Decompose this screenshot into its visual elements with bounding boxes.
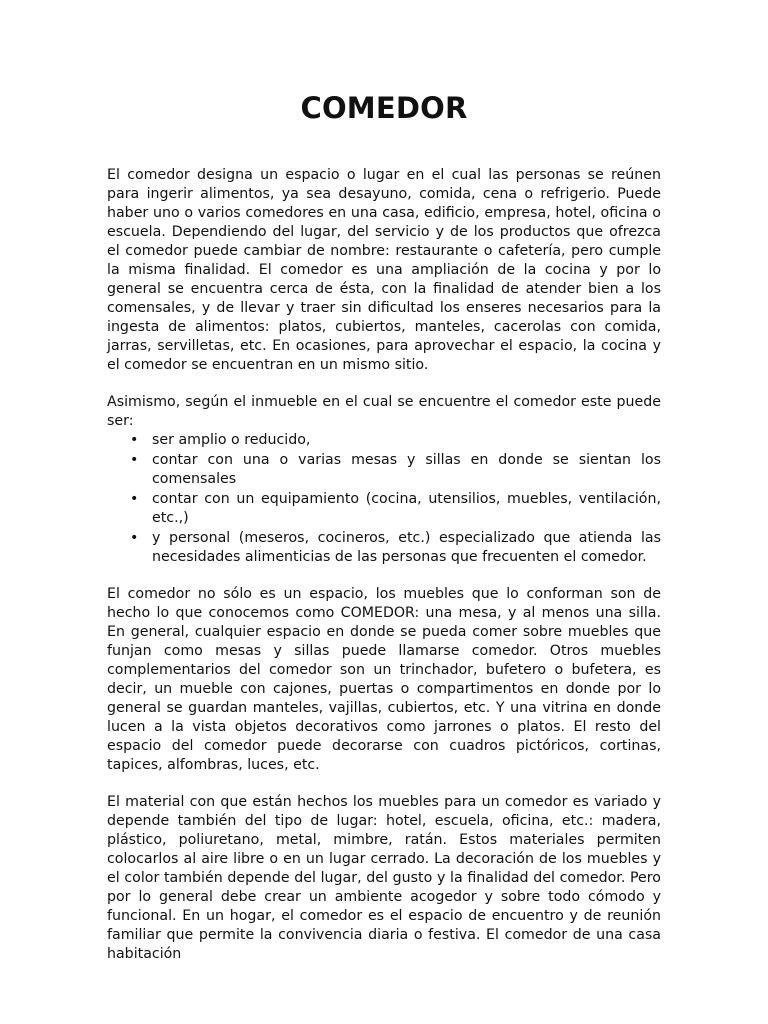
document-page xyxy=(107,88,661,964)
paragraph-materials: El material con que están hechos los muebles para un comedor es variado y depende también del tipo de lugar: hotel, escuela, oficina, etc.: madera, plástico, poliuretano, metal, mimbre, ratán. Estos materiales permiten colocarlos al aire libre o en un lugar cerrado. La decoración de los muebles y el color también depende del lugar, del gusto y la finalidad del comedor. Pero por lo general debe crear un ambiente acogedor y sobre todo cómodo y funcional. En un hogar, el comedor es el espacio de encuentro y de reunión familiar que permite la convivencia diaria o festiva. El comedor de una casa habitación xyxy=(107,794,661,962)
bullet-list xyxy=(107,431,661,567)
list-item: • contar con una o varias mesas y sillas en donde se sientan los comensales xyxy=(152,451,661,489)
paragraph-intro: El comedor designa un espacio o lugar en el cual las personas se reúnen para ingerir alimentos, ya sea desayuno, comida, cena o refrigerio. Puede haber uno o varios comedores en una casa, edificio, empresa, hotel, oficina o escuela. Dependiendo del lugar, del servicio y de los productos que ofrezca el comedor puede cambiar de nombre: restaurante o cafetería, pero cumple la misma finalidad. El comedor es una ampliación de la cocina y por lo general se encuentra cerca de ésta, con la finalidad de atender bien a los comensales, y de llevar y traer sin dificultad los enseres necesarios para la ingesta de alimentos: platos, cubiertos, manteles, cacerolas con comida, jarras, servilletas, etc. En ocasiones, para aprovechar el espacio, la cocina y el comedor se encuentran en un mismo sitio. xyxy=(107,167,661,373)
list-item: • contar con un equipamiento (cocina, utensilios, muebles, ventilación, etc.,) xyxy=(152,490,661,528)
list-item: • ser amplio o reducido, xyxy=(152,431,661,450)
document-title: COMEDOR xyxy=(300,91,468,125)
list-item: • y personal (meseros, cocineros, etc.) especializado que atienda las necesidades alimenticias de las personas que frecuenten el comedor. xyxy=(152,529,661,567)
paragraph-furniture: El comedor no sólo es un espacio, los muebles que lo conforman son de hecho lo que conocemos como COMEDOR: una mesa, y al menos una silla. En general, cualquier espacio en donde se pueda comer sobre muebles que funjan como mesas y sillas puede llamarse comedor. Otros muebles complementarios del comedor son un trinchador, bufetero o bufetera, es decir, un mueble con cajones, puertas o compartimentos en donde por lo general se guardan manteles, vajillas, cubiertos, etc. Y una vitrina en donde lucen a la vista objetos decorativos como jarrones o platos. El resto del espacio del comedor puede decorarse con cuadros pictóricos, cortinas, tapices, alfombras, luces, etc. xyxy=(107,586,661,773)
paragraph-list-lead: Asimismo, según el inmueble en el cual se encuentre el comedor este puede ser: xyxy=(107,394,661,429)
